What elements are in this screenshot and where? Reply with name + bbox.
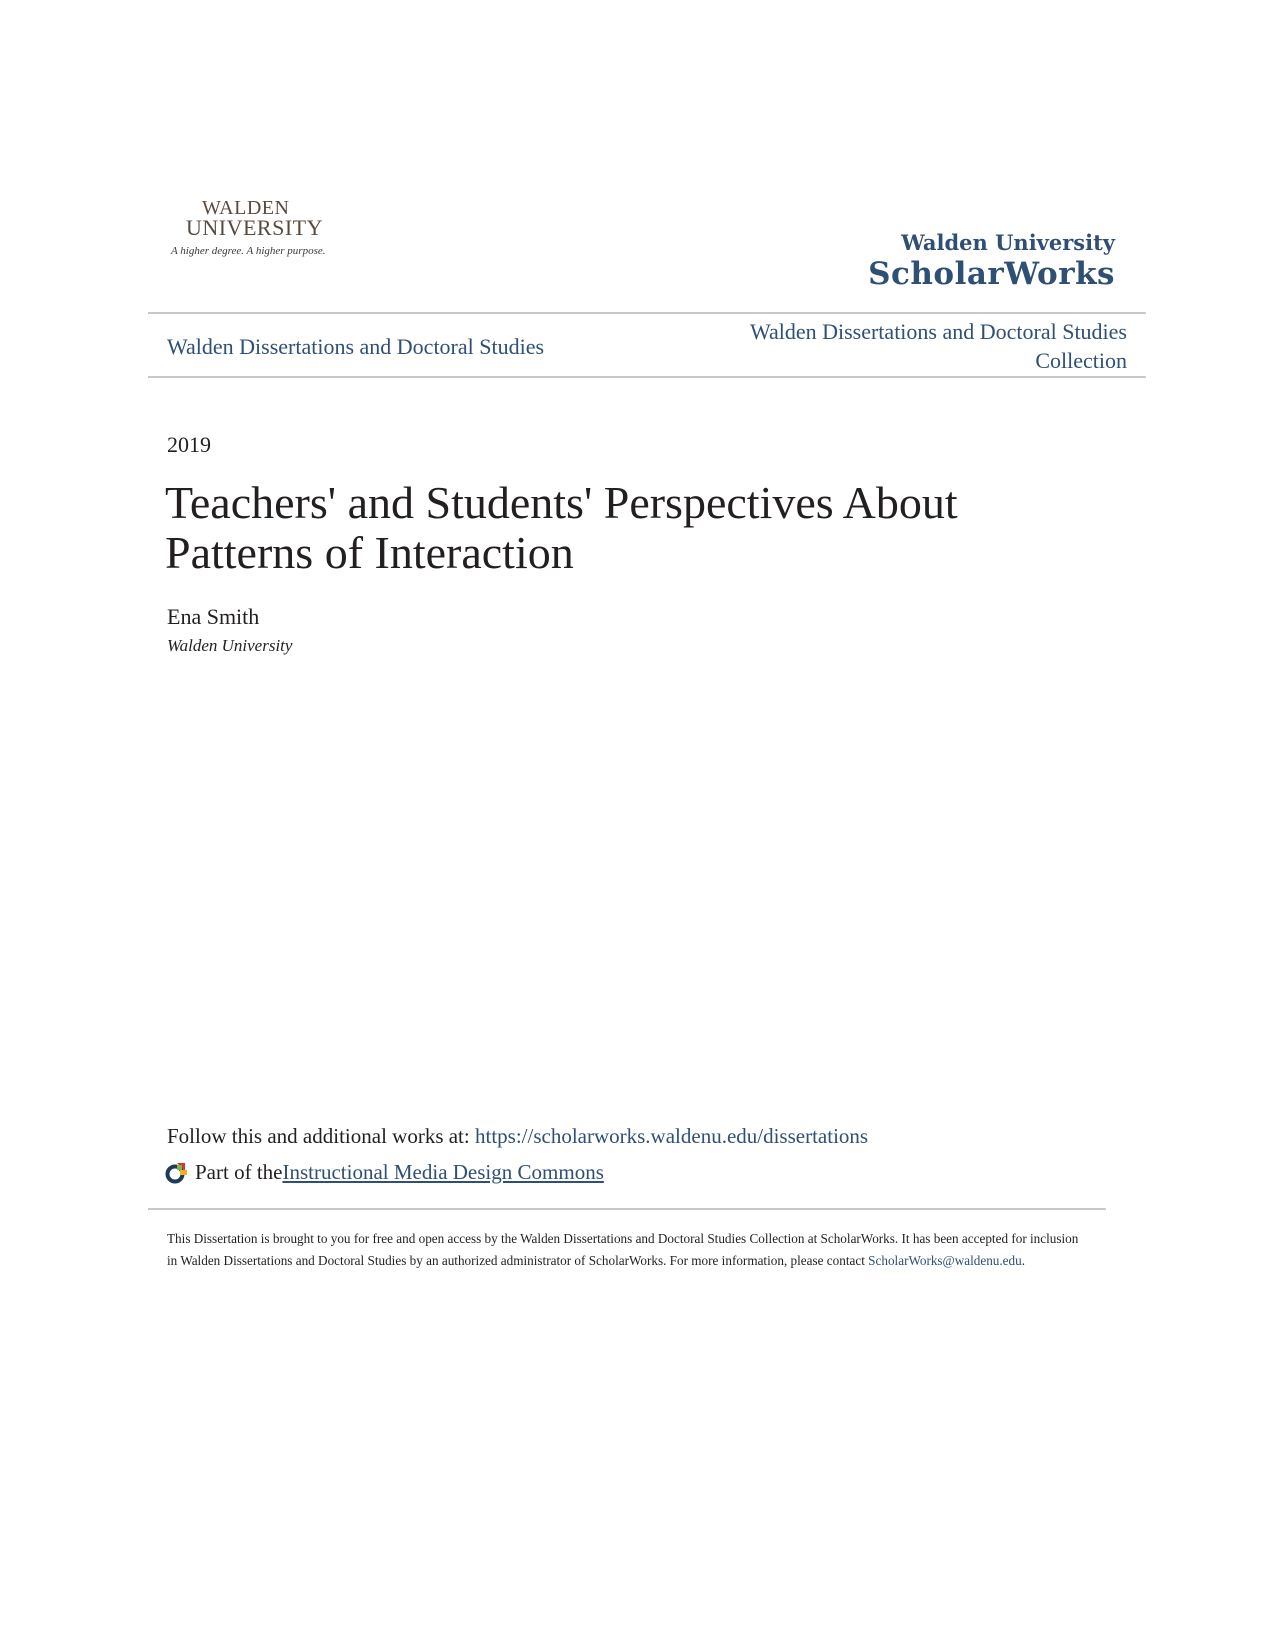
part-of-line xyxy=(165,1160,604,1185)
walden-university-logo xyxy=(168,198,338,268)
collection-link-right[interactable]: Walden Dissertations and Doctoral Studies Collection xyxy=(749,319,1127,373)
commons-network-icon xyxy=(165,1161,189,1185)
scholarworks-brand[interactable] xyxy=(868,230,1115,292)
access-statement-end: . xyxy=(1021,1253,1026,1268)
follow-prefix: Follow this and additional works at: xyxy=(167,1124,475,1148)
author-name: Ena Smith xyxy=(167,604,260,629)
brand-university-name: Walden University xyxy=(901,230,1115,255)
part-of-prefix: Part of the xyxy=(195,1160,283,1184)
footer-divider xyxy=(148,1208,1106,1210)
collection-band xyxy=(148,312,1146,378)
document-title: Teachers' and Students' Perspectives About Patterns of Interaction xyxy=(165,477,958,578)
logo-wordmark-university: UNIVERSITY xyxy=(186,215,323,240)
dissertations-link[interactable]: https://scholarworks.waldenu.edu/dissertations xyxy=(474,1124,869,1148)
collection-link-left[interactable]: Walden Dissertations and Doctoral Studies xyxy=(167,334,545,359)
author-affiliation: Walden University xyxy=(167,636,293,655)
brand-scholarworks: ScholarWorks xyxy=(868,256,1115,292)
instructional-media-design-commons-link[interactable]: Instructional Media Design Commons xyxy=(282,1160,604,1184)
access-statement-text: This Dissertation is brought to you for free and open access by the Walden Dissertations and Doctoral Studies Collection at ScholarWorks. It has been accepted for inclusion in Walden Dissertations and Doctoral Studies by an authorized administrator of ScholarWorks. For more information, please contact xyxy=(167,1231,1079,1268)
publication-year: 2019 xyxy=(167,432,211,457)
contact-email-link[interactable]: ScholarWorks@waldenu.edu xyxy=(868,1253,1022,1268)
logo-tagline: A higher degree. A higher purpose. xyxy=(171,245,326,257)
access-statement xyxy=(167,1228,1087,1272)
logo-wordmark-walden: WALDEN xyxy=(202,197,290,219)
follow-line xyxy=(167,1124,868,1149)
